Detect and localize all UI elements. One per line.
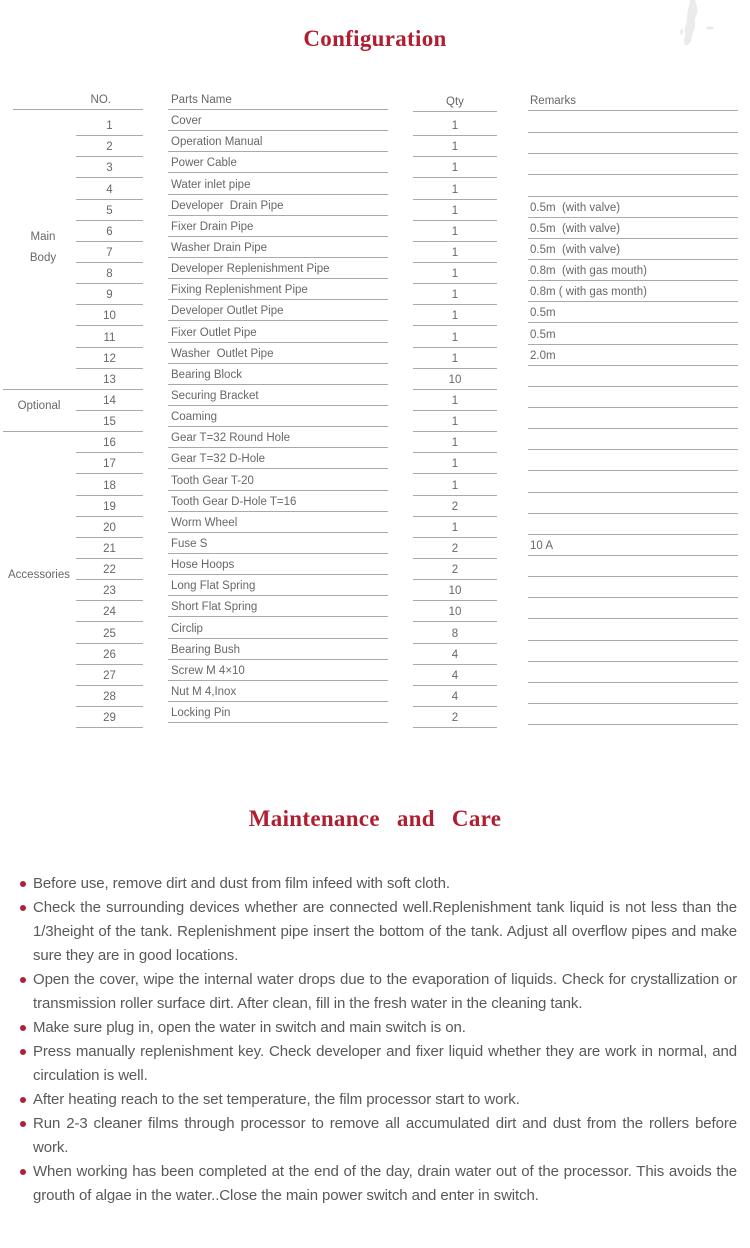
table-row xyxy=(0,258,750,279)
quantity-cell: 1 xyxy=(413,517,497,538)
quantity-cell: 10 xyxy=(413,580,497,601)
group-label-accessories: Accessories xyxy=(8,569,70,581)
col-header-remarks: Remarks xyxy=(528,95,738,111)
row-number-cell: 29 xyxy=(76,707,143,728)
part-name-cell: Tooth Gear D-Hole T=16 xyxy=(168,491,388,512)
col-header-qty: Qty xyxy=(413,96,497,112)
maintenance-list-item xyxy=(20,1040,737,1088)
table-row xyxy=(0,639,750,660)
table-row xyxy=(0,681,750,702)
row-number-cell: 17 xyxy=(76,453,143,474)
col-header-parts-name: Parts Name xyxy=(168,94,388,110)
part-name-cell: Long Flat Spring xyxy=(168,575,388,596)
table-row xyxy=(0,702,750,723)
part-name-cell: Cover xyxy=(168,110,388,131)
remarks-cell xyxy=(528,154,738,175)
remarks-cell xyxy=(528,619,738,640)
part-name-cell: Developer Drain Pipe xyxy=(168,195,388,216)
quantity-cell: 10 xyxy=(413,369,497,390)
quantity-cell: 8 xyxy=(413,622,497,643)
col-header-no: NO. xyxy=(13,94,143,110)
remarks-cell xyxy=(528,683,738,704)
quantity-cell: 4 xyxy=(413,686,497,707)
row-number-cell: 2 xyxy=(76,136,143,157)
remarks-cell xyxy=(528,450,738,471)
row-number-cell: 6 xyxy=(76,221,143,242)
quantity-cell: 1 xyxy=(413,432,497,453)
part-name-cell: Hose Hoops xyxy=(168,554,388,575)
remarks-cell xyxy=(528,408,738,429)
remarks-cell xyxy=(528,514,738,535)
quantity-cell: 1 xyxy=(413,157,497,178)
quantity-cell: 1 xyxy=(413,178,497,199)
row-number-cell: 9 xyxy=(76,284,143,305)
table-row xyxy=(0,173,750,194)
remarks-cell xyxy=(528,112,738,133)
maintenance-list-item xyxy=(20,1160,737,1208)
quantity-cell: 10 xyxy=(413,601,497,622)
row-number-cell: 10 xyxy=(76,305,143,326)
remarks-cell: 10 A xyxy=(528,535,738,556)
maintenance-list-item xyxy=(20,872,737,896)
part-name-cell: Water inlet pipe xyxy=(168,173,388,194)
remarks-cell xyxy=(528,493,738,514)
table-row xyxy=(0,195,750,216)
remarks-cell xyxy=(528,556,738,577)
maintenance-item-text: Make sure plug in, open the water in switch and main switch is on. xyxy=(33,1019,466,1036)
row-number-cell: 28 xyxy=(76,686,143,707)
quantity-cell: 1 xyxy=(413,411,497,432)
part-name-cell: Screw M 4×10 xyxy=(168,660,388,681)
table-body xyxy=(0,110,750,723)
quantity-cell: 1 xyxy=(413,284,497,305)
bullet-icon xyxy=(20,1097,26,1103)
remarks-cell xyxy=(528,641,738,662)
row-number-cell: 27 xyxy=(76,665,143,686)
part-name-cell: Developer Outlet Pipe xyxy=(168,300,388,321)
table-row xyxy=(0,533,750,554)
bullet-icon xyxy=(20,1121,26,1127)
part-name-cell: Gear T=32 Round Hole xyxy=(168,427,388,448)
remarks-cell xyxy=(528,366,738,387)
maintenance-item-text: Run 2-3 cleaner films through processor to remove all accumulated dirt and dust from the rollers before work. xyxy=(33,1115,737,1156)
group-label-main-body: Main Body xyxy=(29,230,57,264)
row-number-cell: 21 xyxy=(76,538,143,559)
row-number-cell: 25 xyxy=(76,622,143,643)
table-row xyxy=(0,448,750,469)
part-name-cell: Securing Bracket xyxy=(168,385,388,406)
quantity-cell: 1 xyxy=(413,348,497,369)
row-number-cell: 4 xyxy=(76,178,143,199)
part-name-cell: Circlip xyxy=(168,617,388,638)
row-number-cell: 26 xyxy=(76,644,143,665)
maintenance-item-text: After heating reach to the set temperature, the film processor start to work. xyxy=(33,1091,520,1108)
remarks-cell: 0.8m ( with gas month) xyxy=(528,281,738,302)
part-name-cell: Bearing Block xyxy=(168,364,388,385)
maintenance-list xyxy=(20,872,737,1208)
part-name-cell: Gear T=32 D-Hole xyxy=(168,448,388,469)
row-number-cell: 13 xyxy=(76,369,143,390)
remarks-cell: 0.8m (with gas mouth) xyxy=(528,260,738,281)
row-number-cell: 8 xyxy=(76,263,143,284)
quantity-cell: 1 xyxy=(413,305,497,326)
quantity-cell: 2 xyxy=(413,707,497,728)
maintenance-list-item xyxy=(20,968,737,1016)
table-row xyxy=(0,385,750,406)
remarks-cell xyxy=(528,704,738,725)
remarks-cell xyxy=(528,133,738,154)
table-row xyxy=(0,152,750,173)
quantity-cell: 1 xyxy=(413,115,497,136)
row-number-cell: 18 xyxy=(76,474,143,495)
remarks-cell xyxy=(528,598,738,619)
table-row xyxy=(0,216,750,237)
table-row xyxy=(0,491,750,512)
table-row xyxy=(0,660,750,681)
quantity-cell: 1 xyxy=(413,221,497,242)
table-row xyxy=(0,512,750,533)
quantity-cell: 1 xyxy=(413,200,497,221)
remarks-cell: 0.5m xyxy=(528,323,738,344)
row-number-cell: 15 xyxy=(76,411,143,432)
quantity-cell: 2 xyxy=(413,538,497,559)
quantity-cell: 2 xyxy=(413,559,497,580)
table-row xyxy=(0,469,750,490)
maintenance-item-text: Before use, remove dirt and dust from film infeed with soft cloth. xyxy=(33,875,450,892)
part-name-cell: Fixing Replenishment Pipe xyxy=(168,279,388,300)
maintenance-item-text: When working has been completed at the end of the day, drain water out of the processor. This avoids the grouth of algae in the water..Close the main power switch and enter in switch. xyxy=(33,1163,737,1204)
remarks-cell xyxy=(528,662,738,683)
part-name-cell: Coaming xyxy=(168,406,388,427)
row-number-cell: 12 xyxy=(76,348,143,369)
maintenance-title: Maintenance and Care xyxy=(248,806,502,831)
table-row xyxy=(0,596,750,617)
part-name-cell: Short Flat Spring xyxy=(168,596,388,617)
remarks-cell: 2.0m xyxy=(528,345,738,366)
bullet-icon xyxy=(20,977,26,983)
bullet-icon xyxy=(20,1169,26,1175)
table-row xyxy=(0,343,750,364)
part-name-cell: Fuse S xyxy=(168,533,388,554)
quantity-cell: 1 xyxy=(413,390,497,411)
bullet-icon xyxy=(20,905,26,911)
quantity-cell: 1 xyxy=(413,326,497,347)
bullet-icon xyxy=(20,1049,26,1055)
row-number-cell: 5 xyxy=(76,200,143,221)
row-number-cell: 20 xyxy=(76,517,143,538)
part-name-cell: Power Cable xyxy=(168,152,388,173)
remarks-cell: 0.5m (with valve) xyxy=(528,218,738,239)
bullet-icon xyxy=(20,881,26,887)
table-row xyxy=(0,406,750,427)
remarks-cell xyxy=(528,471,738,492)
part-name-cell: Operation Manual xyxy=(168,131,388,152)
remarks-cell xyxy=(528,429,738,450)
row-number-cell: 7 xyxy=(76,242,143,263)
table-row xyxy=(0,131,750,152)
table-row xyxy=(0,110,750,131)
part-name-cell: Tooth Gear T-20 xyxy=(168,469,388,490)
row-number-cell: 11 xyxy=(76,326,143,347)
maintenance-list-item xyxy=(20,1088,737,1112)
maintenance-item-text: Press manually replenishment key. Check developer and fixer liquid whether they are work in normal, and circulation is well. xyxy=(33,1043,737,1084)
part-name-cell: Locking Pin xyxy=(168,702,388,723)
maintenance-list-item xyxy=(20,1112,737,1160)
maintenance-list-item xyxy=(20,1016,737,1040)
part-name-cell: Nut M 4,Inox xyxy=(168,681,388,702)
configuration-title: Configuration xyxy=(303,26,447,51)
quantity-cell: 2 xyxy=(413,496,497,517)
row-number-cell: 3 xyxy=(76,157,143,178)
table-row xyxy=(0,300,750,321)
table-header-row xyxy=(0,88,750,110)
row-number-cell: 14 xyxy=(76,390,143,411)
table-row xyxy=(0,617,750,638)
maintenance-item-text: Check the surrounding devices whether are connected well.Replenishment tank liquid is not less than the 1/3height of the tank. Replenishment pipe insert the bottom of the tank. Adjust all overflow pipes and make sure they are in good locations. xyxy=(33,899,737,964)
quantity-cell: 4 xyxy=(413,665,497,686)
remarks-cell xyxy=(528,387,738,408)
row-number-cell: 24 xyxy=(76,601,143,622)
bullet-icon xyxy=(20,1025,26,1031)
remarks-cell xyxy=(528,577,738,598)
row-number-cell: 16 xyxy=(76,432,143,453)
quantity-cell: 1 xyxy=(413,242,497,263)
remarks-cell: 0.5m (with valve) xyxy=(528,239,738,260)
table-row xyxy=(0,321,750,342)
row-number-cell: 23 xyxy=(76,580,143,601)
part-name-cell: Fixer Drain Pipe xyxy=(168,216,388,237)
table-row xyxy=(0,427,750,448)
remarks-cell xyxy=(528,175,738,196)
row-number-cell: 19 xyxy=(76,496,143,517)
quantity-cell: 1 xyxy=(413,136,497,157)
maintenance-list-item xyxy=(20,896,737,968)
row-number-cell: 1 xyxy=(76,115,143,136)
quantity-cell: 1 xyxy=(413,453,497,474)
part-name-cell: Washer Outlet Pipe xyxy=(168,343,388,364)
table-row xyxy=(0,554,750,575)
part-name-cell: Washer Drain Pipe xyxy=(168,237,388,258)
quantity-cell: 1 xyxy=(413,263,497,284)
table-row xyxy=(0,279,750,300)
table-row xyxy=(0,364,750,385)
quantity-cell: 1 xyxy=(413,474,497,495)
table-row xyxy=(0,237,750,258)
part-name-cell: Developer Replenishment Pipe xyxy=(168,258,388,279)
row-number-cell: 22 xyxy=(76,559,143,580)
part-name-cell: Bearing Bush xyxy=(168,639,388,660)
part-name-cell: Fixer Outlet Pipe xyxy=(168,321,388,342)
remarks-cell: 0.5m xyxy=(528,302,738,323)
group-label-optional: Optional xyxy=(17,399,61,412)
part-name-cell: Worm Wheel xyxy=(168,512,388,533)
quantity-cell: 4 xyxy=(413,644,497,665)
parts-table xyxy=(0,88,750,728)
maintenance-item-text: Open the cover, wipe the internal water drops due to the evaporation of liquids. Check for crystallization or transmission roller surface dirt. After clean, fill in the fresh water in the cleaning tank. xyxy=(33,971,737,1012)
table-row xyxy=(0,575,750,596)
remarks-cell: 0.5m (with valve) xyxy=(528,197,738,218)
